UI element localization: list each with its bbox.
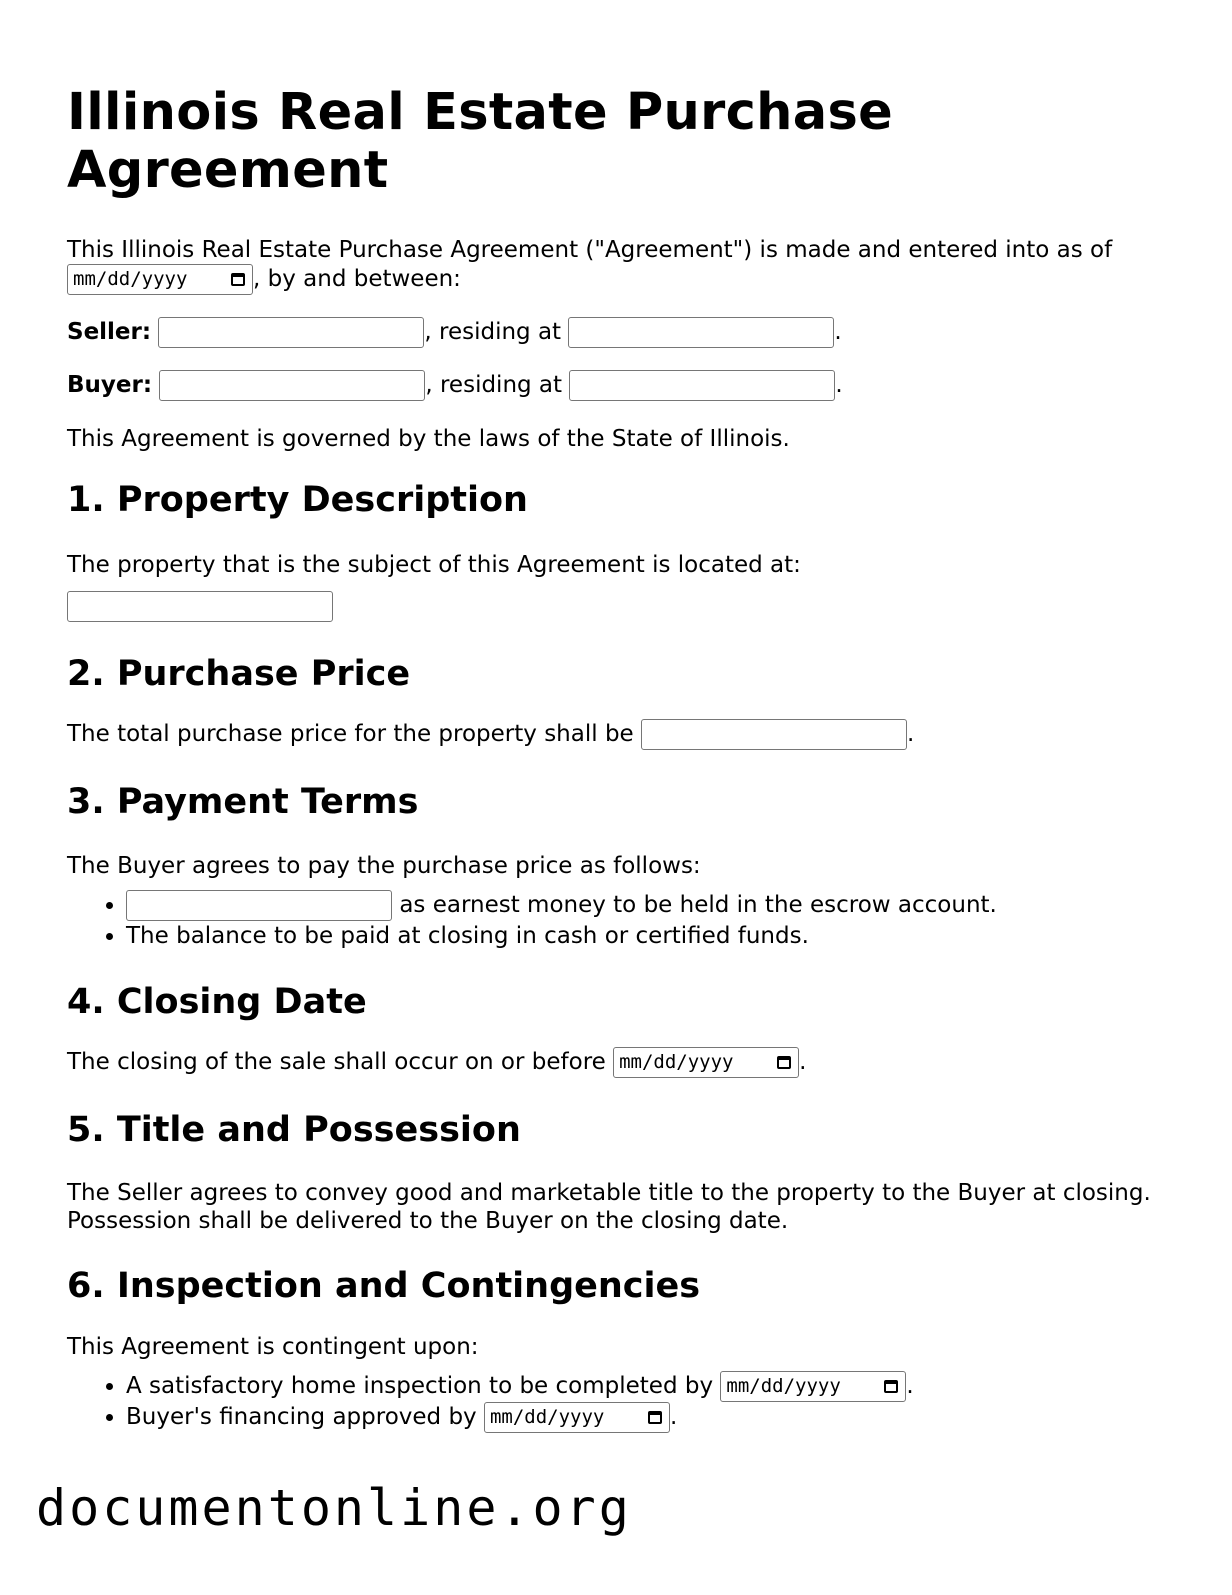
section-closing-heading: 4. Closing Date: [67, 982, 367, 1022]
property-text: The property that is the subject of this Agreement is located at:: [67, 552, 801, 578]
intro-suffix: , by and between:: [253, 266, 461, 292]
closing-text: The closing of the sale shall occur on or before: [67, 1049, 606, 1075]
calendar-icon: [648, 1411, 662, 1424]
section-payment-heading: 3. Payment Terms: [67, 782, 419, 822]
agreement-date-input[interactable]: [67, 264, 253, 295]
payment-list: [67, 890, 1177, 952]
date-placeholder: mm/dd/yyyy: [73, 268, 188, 290]
seller-label: Seller:: [67, 319, 152, 345]
property-address-input[interactable]: [67, 591, 333, 622]
price-period: .: [907, 721, 915, 747]
date-placeholder: mm/dd/yyyy: [489, 1406, 605, 1428]
closing-date-input[interactable]: [613, 1047, 799, 1078]
list-item: [126, 1402, 1177, 1433]
financing-period: .: [669, 1404, 678, 1430]
purchase-price-input[interactable]: [641, 719, 907, 750]
inspection-date-input[interactable]: [720, 1371, 906, 1402]
section-price-heading: 2. Purchase Price: [67, 654, 411, 694]
financing-item-text: Buyer's financing approved by: [126, 1404, 477, 1430]
calendar-icon: [884, 1380, 898, 1393]
date-placeholder: mm/dd/yyyy: [726, 1375, 841, 1397]
earnest-money-input[interactable]: [126, 890, 392, 921]
payment-text: The Buyer agrees to pay the purchase price as follows:: [67, 853, 701, 879]
inspection-item-text: A satisfactory home inspection to be completed by: [126, 1373, 714, 1399]
watermark: documentonline.org: [36, 1479, 632, 1537]
inspection-text: This Agreement is contingent upon:: [67, 1334, 479, 1360]
governed-text: This Agreement is governed by the laws of the State of Illinois.: [67, 426, 790, 452]
closing-period: .: [799, 1049, 807, 1075]
contingency-list: [67, 1371, 1177, 1433]
price-text: The total purchase price for the property shall be: [67, 721, 634, 747]
buyer-residing-label: , residing at: [425, 372, 563, 398]
financing-date-input[interactable]: [484, 1402, 670, 1433]
intro-text: This Illinois Real Estate Purchase Agreement ("Agreement") is made and entered into as of: [67, 237, 1113, 263]
seller-period: .: [834, 319, 842, 345]
buyer-row: [67, 370, 1177, 401]
section-title-heading: 5. Title and Possession: [67, 1110, 521, 1150]
buyer-label: Buyer:: [67, 372, 153, 398]
inspection-period: .: [906, 1373, 914, 1399]
list-item: [126, 890, 1177, 921]
seller-address-input[interactable]: [568, 317, 834, 348]
seller-name-input[interactable]: [158, 317, 424, 348]
intro-paragraph: [67, 236, 1177, 295]
section-inspection-heading: 6. Inspection and Contingencies: [67, 1266, 701, 1306]
closing-row: [67, 1047, 1177, 1078]
buyer-name-input[interactable]: [159, 370, 425, 401]
seller-row: [67, 317, 1177, 348]
earnest-money-text: as earnest money to be held in the escrow account.: [399, 892, 997, 918]
section-property-heading: 1. Property Description: [67, 480, 528, 520]
price-row: [67, 719, 1177, 750]
buyer-period: .: [835, 372, 843, 398]
agreement-document: [67, 84, 1177, 1433]
seller-residing-label: , residing at: [424, 319, 562, 345]
list-item: • The balance to be paid at closing in cash or certified funds.: [126, 921, 1177, 952]
date-placeholder: mm/dd/yyyy: [619, 1051, 734, 1073]
list-item: [126, 1371, 1177, 1402]
buyer-address-input[interactable]: [569, 370, 835, 401]
calendar-icon: [231, 273, 245, 286]
page-title: Illinois Real Estate Purchase Agreement: [67, 83, 894, 200]
title-text: The Seller agrees to convey good and marketable title to the property to the Buyer at closing. Possession shall be delivered to the Buyer on the closing date.: [67, 1180, 1151, 1234]
calendar-icon: [777, 1056, 791, 1069]
